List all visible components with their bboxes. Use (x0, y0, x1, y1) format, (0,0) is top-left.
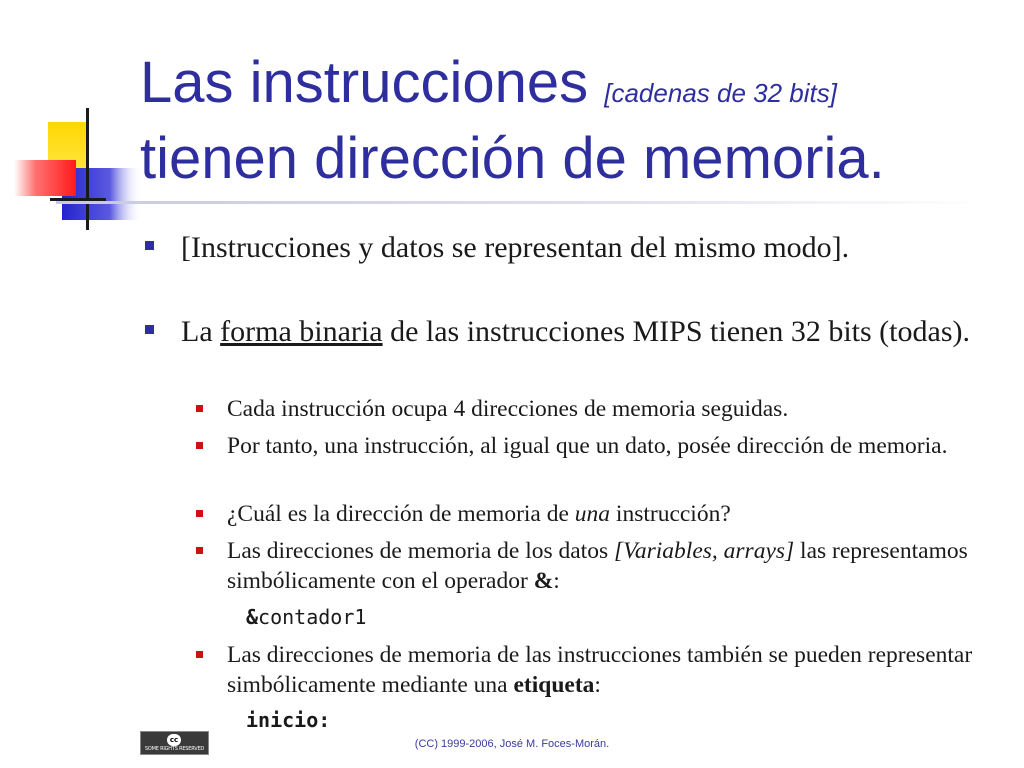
subbullet-text: Cada instrucción ocupa 4 direcciones de memoria seguidas. (227, 396, 789, 422)
subbullet-text: Por tanto, una instrucción, al igual que un dato, posée dirección de memoria. (227, 433, 948, 459)
code-variable: contador1 (258, 605, 367, 629)
bullet-item (145, 230, 995, 266)
forma-binaria-link-text: forma binaria (220, 315, 383, 348)
subbullet-text-pre: Las direcciones de memoria de las instrucciones también se pueden representar simbólicamente mediante una (227, 642, 973, 698)
title-main: Las instrucciones (140, 50, 589, 115)
subbullet-item (196, 431, 996, 461)
subbullet-text-pre: ¿Cuál es la dirección de memoria de (227, 501, 575, 527)
subbullet-item (196, 394, 996, 424)
footer-copyright: (CC) 1999-2006, José M. Foces-Morán. (414, 738, 610, 750)
square-subbullet-icon (196, 547, 203, 554)
bullet-text: [Instrucciones y datos se representan del mismo modo]. (181, 231, 850, 264)
title-subtitle: [cadenas de 32 bits] (604, 78, 837, 108)
ampersand-operator: & (533, 568, 554, 594)
square-subbullet-icon (196, 651, 203, 658)
subbullet-text-pre: Las direcciones de memoria de los datos (227, 538, 614, 564)
square-subbullet-icon (196, 405, 203, 412)
title-line2: tienen dirección de memoria. (140, 126, 885, 191)
bullet-text-pre: La (181, 315, 221, 348)
subbullet-text (227, 536, 996, 596)
square-bullet-icon (145, 325, 154, 334)
code-example-label: inicio: (246, 708, 331, 732)
bullet-text (181, 314, 995, 350)
subbullet-text (227, 640, 996, 700)
subbullet-text (227, 499, 996, 529)
subbullet-text-end: : (594, 672, 601, 698)
bullet-text-post: de las instrucciones MIPS tienen 32 bits (todas). (382, 315, 970, 348)
subbullet-item (196, 640, 996, 700)
subbullet-text-italic: una (574, 501, 611, 527)
code-operator: & (246, 605, 259, 629)
subbullet-text-end: : (553, 568, 560, 594)
cc-badge-label: SOME RIGHTS RESERVED (144, 746, 205, 752)
subbullet-text-italic: [Variables, arrays] (613, 538, 795, 564)
subbullet-text-post: instrucción? (610, 501, 731, 527)
subbullet-text-bold: etiqueta (513, 672, 595, 698)
cc-logo-icon: cc (167, 734, 181, 746)
subbullet-text-post: las representamos simbólicamente con el operador (227, 538, 968, 594)
subbullet-item (196, 536, 996, 596)
square-bullet-icon (145, 241, 154, 250)
square-subbullet-icon (196, 510, 203, 517)
square-subbullet-icon (196, 442, 203, 449)
code-example-address (246, 605, 366, 629)
bullet-item (145, 314, 995, 350)
subbullet-item (196, 499, 996, 529)
